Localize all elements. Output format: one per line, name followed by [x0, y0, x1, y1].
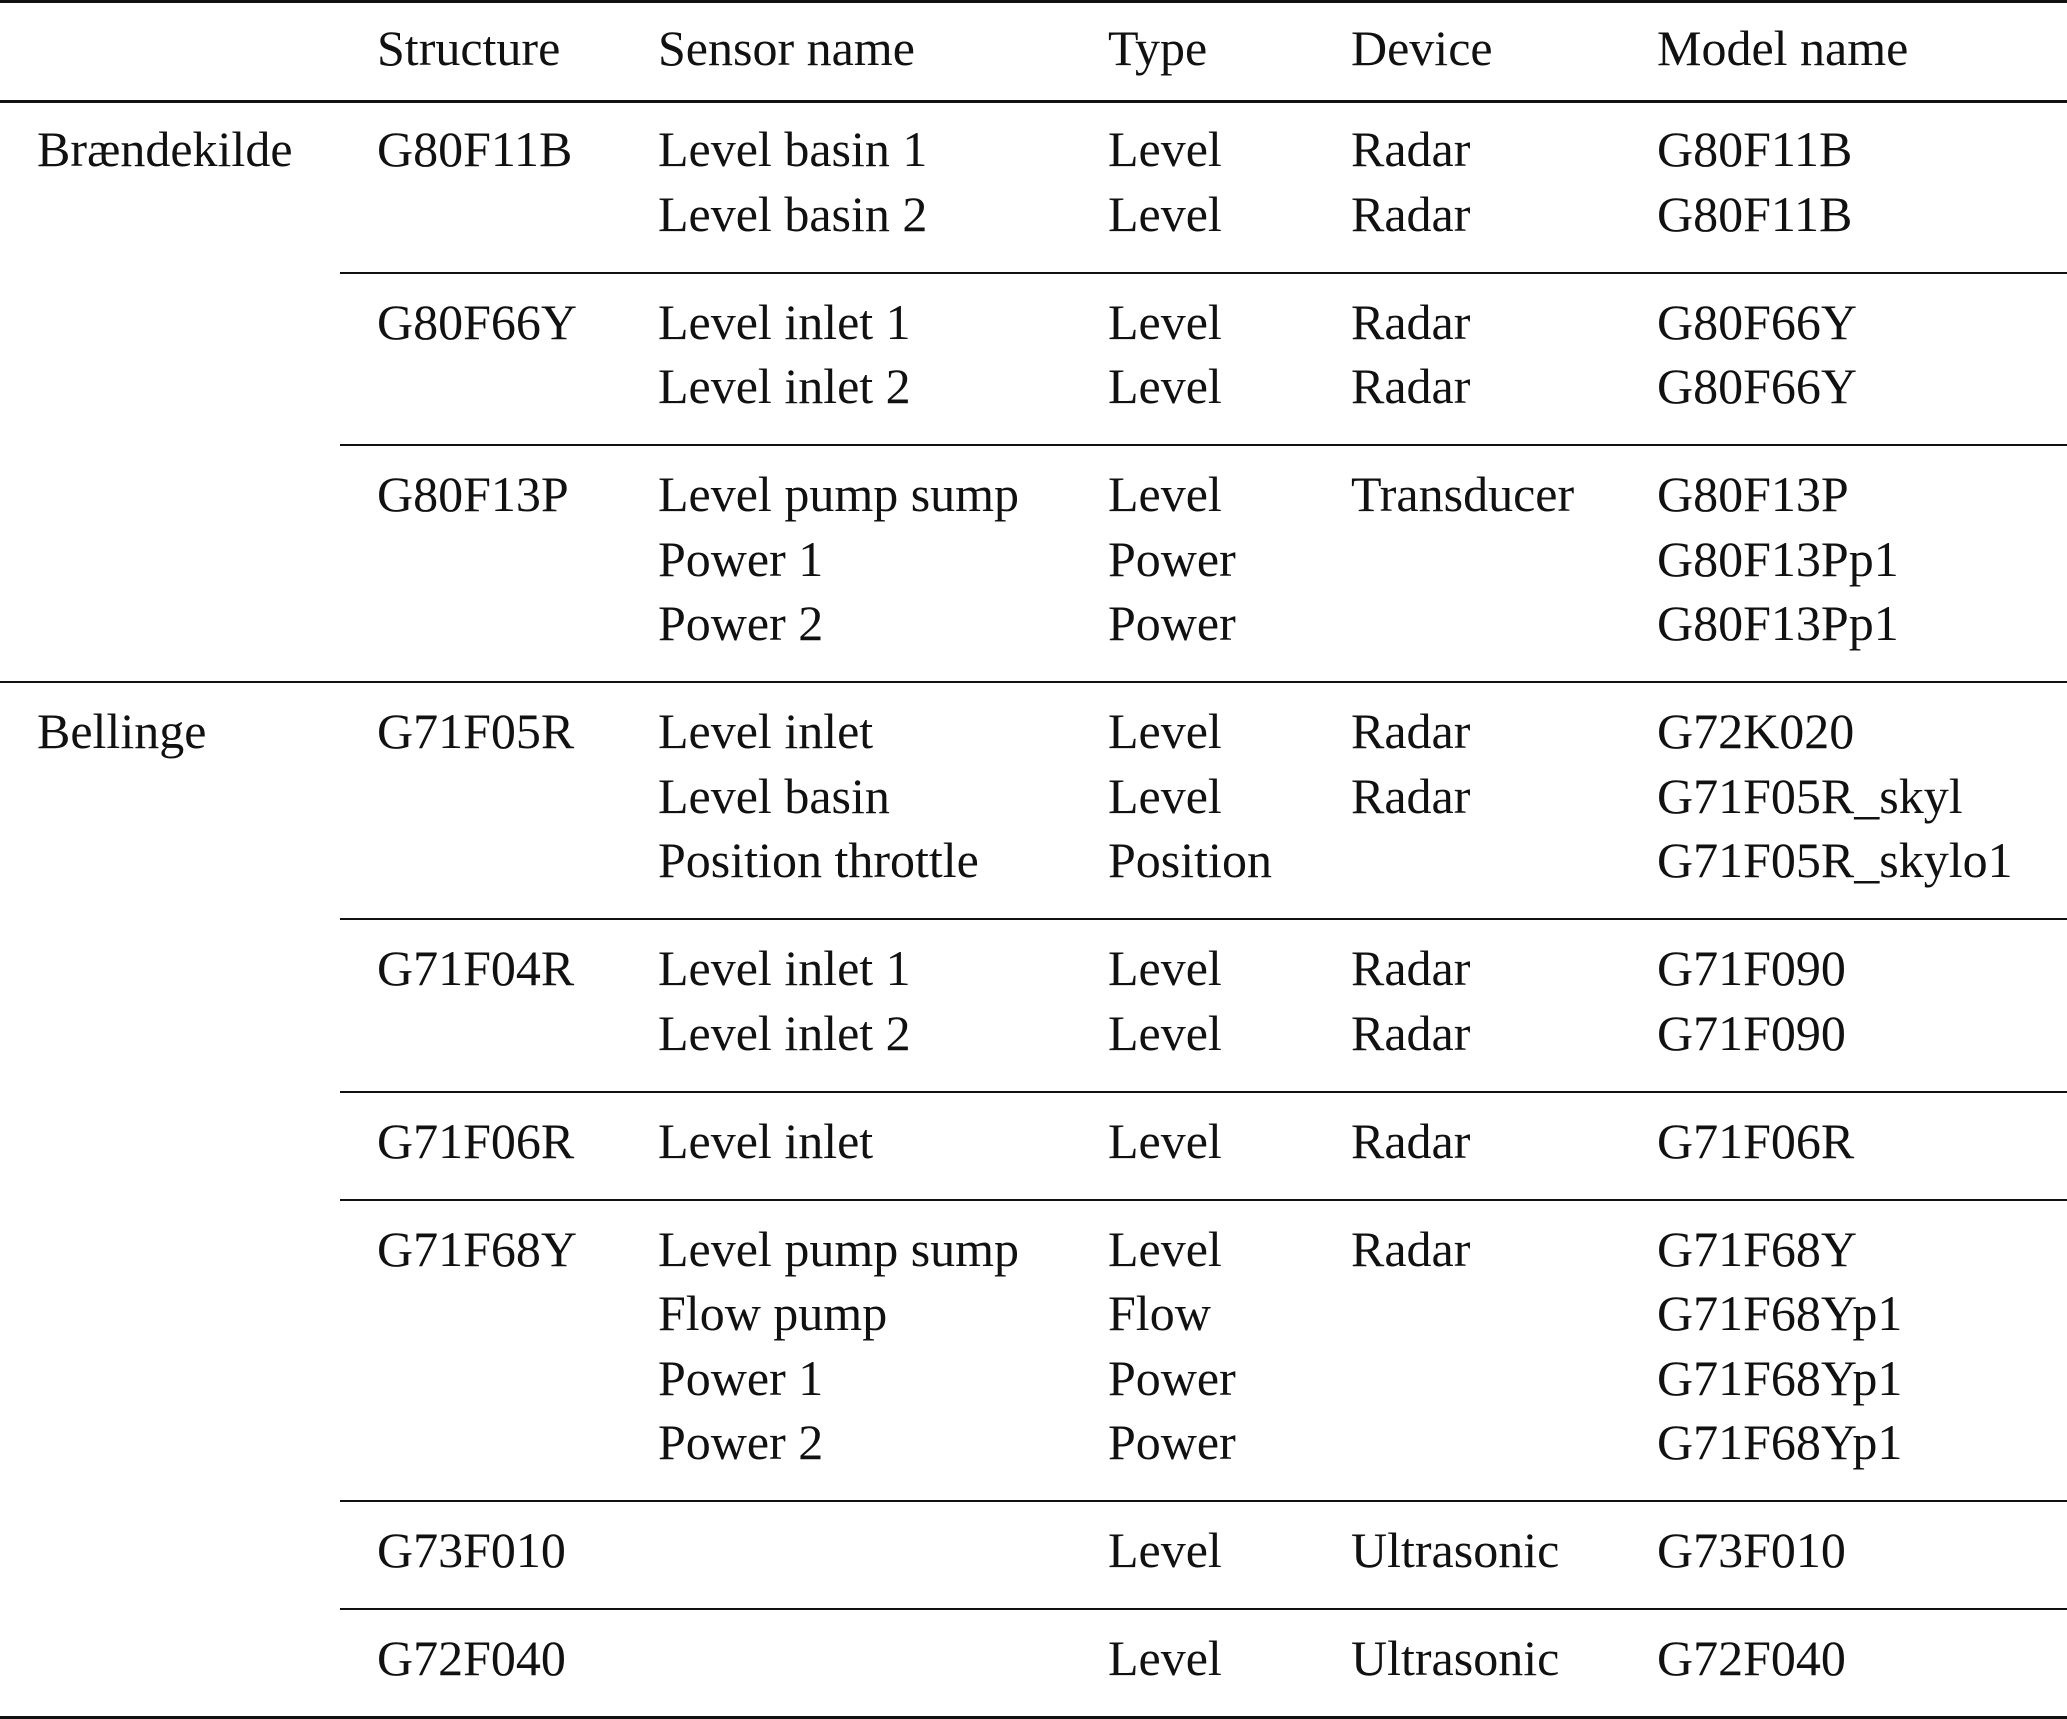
device-cell: Radar [1351, 703, 1471, 759]
structure-separator-rule [340, 1500, 2067, 1502]
sensor-name-cell: Level basin 2 [658, 185, 928, 242]
column-header: Type [1108, 20, 1208, 76]
structure-label: G71F05R [377, 703, 575, 759]
sensor-type-cell: Power [1108, 530, 1236, 587]
structure-label: G80F66Y [377, 293, 578, 350]
sensor-name-cell: Position throttle [658, 832, 979, 888]
structure-label: G73F010 [377, 1522, 566, 1578]
sensor-name-cell: Level pump sump [658, 1220, 1020, 1277]
column-header: Structure [377, 20, 561, 76]
sensor-name-cell: Power 1 [658, 530, 824, 587]
sensor-name-cell: Level pump sump [658, 466, 1020, 522]
sensor-type-cell: Level [1108, 703, 1222, 759]
sensor-name-cell: Level inlet [658, 1112, 874, 1169]
model-name-cell: G71F68Yp1 [1657, 1414, 1903, 1470]
sensor-type-cell: Level [1108, 1522, 1222, 1578]
sensor-name-cell: Level basin [658, 767, 890, 824]
model-name-cell: G80F66Y [1657, 293, 1858, 350]
model-name-cell: G80F11B [1657, 121, 1853, 177]
device-cell: Ultrasonic [1351, 1630, 1560, 1686]
device-cell: Radar [1351, 1004, 1471, 1061]
sensor-type-cell: Level [1108, 121, 1222, 177]
structure-label: G71F68Y [377, 1220, 578, 1277]
model-name-cell: G71F090 [1657, 1004, 1846, 1061]
sensor-name-cell: Level inlet 1 [658, 940, 911, 996]
device-cell: Radar [1351, 1220, 1471, 1277]
sensor-name-cell: Power 2 [658, 1414, 824, 1470]
model-name-cell: G73F010 [1657, 1522, 1846, 1578]
model-name-cell: G71F06R [1657, 1112, 1855, 1169]
structure-label: G80F11B [377, 121, 573, 177]
device-cell: Radar [1351, 185, 1471, 242]
model-name-cell: G72K020 [1657, 703, 1855, 759]
site-label: Bellinge [37, 703, 207, 759]
sensor-type-cell: Level [1108, 185, 1222, 242]
sensor-name-cell: Power 2 [658, 595, 824, 651]
device-cell: Radar [1351, 358, 1471, 414]
structure-label: G71F06R [377, 1112, 575, 1169]
sensor-type-cell: Level [1108, 358, 1222, 414]
device-cell: Radar [1351, 940, 1471, 996]
table-top-rule [0, 0, 2067, 3]
sensor-name-cell: Level basin 1 [658, 121, 928, 177]
device-cell: Radar [1351, 121, 1471, 177]
model-name-cell: G80F11B [1657, 185, 1853, 242]
structure-separator-rule [340, 918, 2067, 920]
structure-separator-rule [340, 272, 2067, 274]
sensor-type-cell: Level [1108, 1112, 1222, 1169]
sensor-type-cell: Level [1108, 767, 1222, 824]
model-name-cell: G72F040 [1657, 1630, 1846, 1686]
column-header: Device [1351, 20, 1493, 76]
structure-separator-rule [340, 444, 2067, 446]
model-name-cell: G71F68Yp1 [1657, 1349, 1903, 1406]
sensor-name-cell: Level inlet 2 [658, 358, 911, 414]
structure-separator-rule [340, 1091, 2067, 1093]
sensor-type-cell: Power [1108, 1414, 1236, 1470]
device-cell: Radar [1351, 293, 1471, 350]
structure-label: G71F04R [377, 940, 575, 996]
column-header: Model name [1657, 20, 1909, 76]
sensor-type-cell: Position [1108, 832, 1272, 888]
sensor-name-cell: Level inlet [658, 703, 874, 759]
column-header: Sensor name [658, 20, 915, 76]
sensor-name-cell: Level inlet 1 [658, 293, 911, 350]
model-name-cell: G80F13Pp1 [1657, 530, 1899, 587]
model-name-cell: G71F05R_skylo1 [1657, 832, 2013, 888]
site-separator-rule [0, 681, 2067, 683]
model-name-cell: G71F68Yp1 [1657, 1285, 1903, 1341]
device-cell: Radar [1351, 767, 1471, 824]
model-name-cell: G71F68Y [1657, 1220, 1858, 1277]
sensor-name-cell: Level inlet 2 [658, 1004, 911, 1061]
sensor-type-cell: Power [1108, 595, 1236, 651]
sensor-type-cell: Flow [1108, 1285, 1211, 1341]
sensor-type-cell: Level [1108, 1004, 1222, 1061]
structure-label: G72F040 [377, 1630, 566, 1686]
sensor-name-cell: Flow pump [658, 1285, 888, 1341]
model-name-cell: G80F66Y [1657, 358, 1858, 414]
sensor-name-cell: Power 1 [658, 1349, 824, 1406]
structure-separator-rule [340, 1199, 2067, 1201]
sensor-type-cell: Power [1108, 1349, 1236, 1406]
sensor-type-cell: Level [1108, 1630, 1222, 1686]
model-name-cell: G71F090 [1657, 940, 1846, 996]
sensor-type-cell: Level [1108, 940, 1222, 996]
table-header-rule [0, 100, 2067, 103]
sensor-type-cell: Level [1108, 293, 1222, 350]
model-name-cell: G71F05R_skyl [1657, 767, 1963, 824]
device-cell: Ultrasonic [1351, 1522, 1560, 1578]
structure-separator-rule [340, 1608, 2067, 1610]
sensor-type-cell: Level [1108, 1220, 1222, 1277]
device-cell: Radar [1351, 1112, 1471, 1169]
site-label: Brændekilde [37, 121, 293, 177]
model-name-cell: G80F13P [1657, 466, 1849, 522]
sensor-type-cell: Level [1108, 466, 1222, 522]
device-cell: Transducer [1351, 466, 1575, 522]
structure-label: G80F13P [377, 466, 569, 522]
model-name-cell: G80F13Pp1 [1657, 595, 1899, 651]
